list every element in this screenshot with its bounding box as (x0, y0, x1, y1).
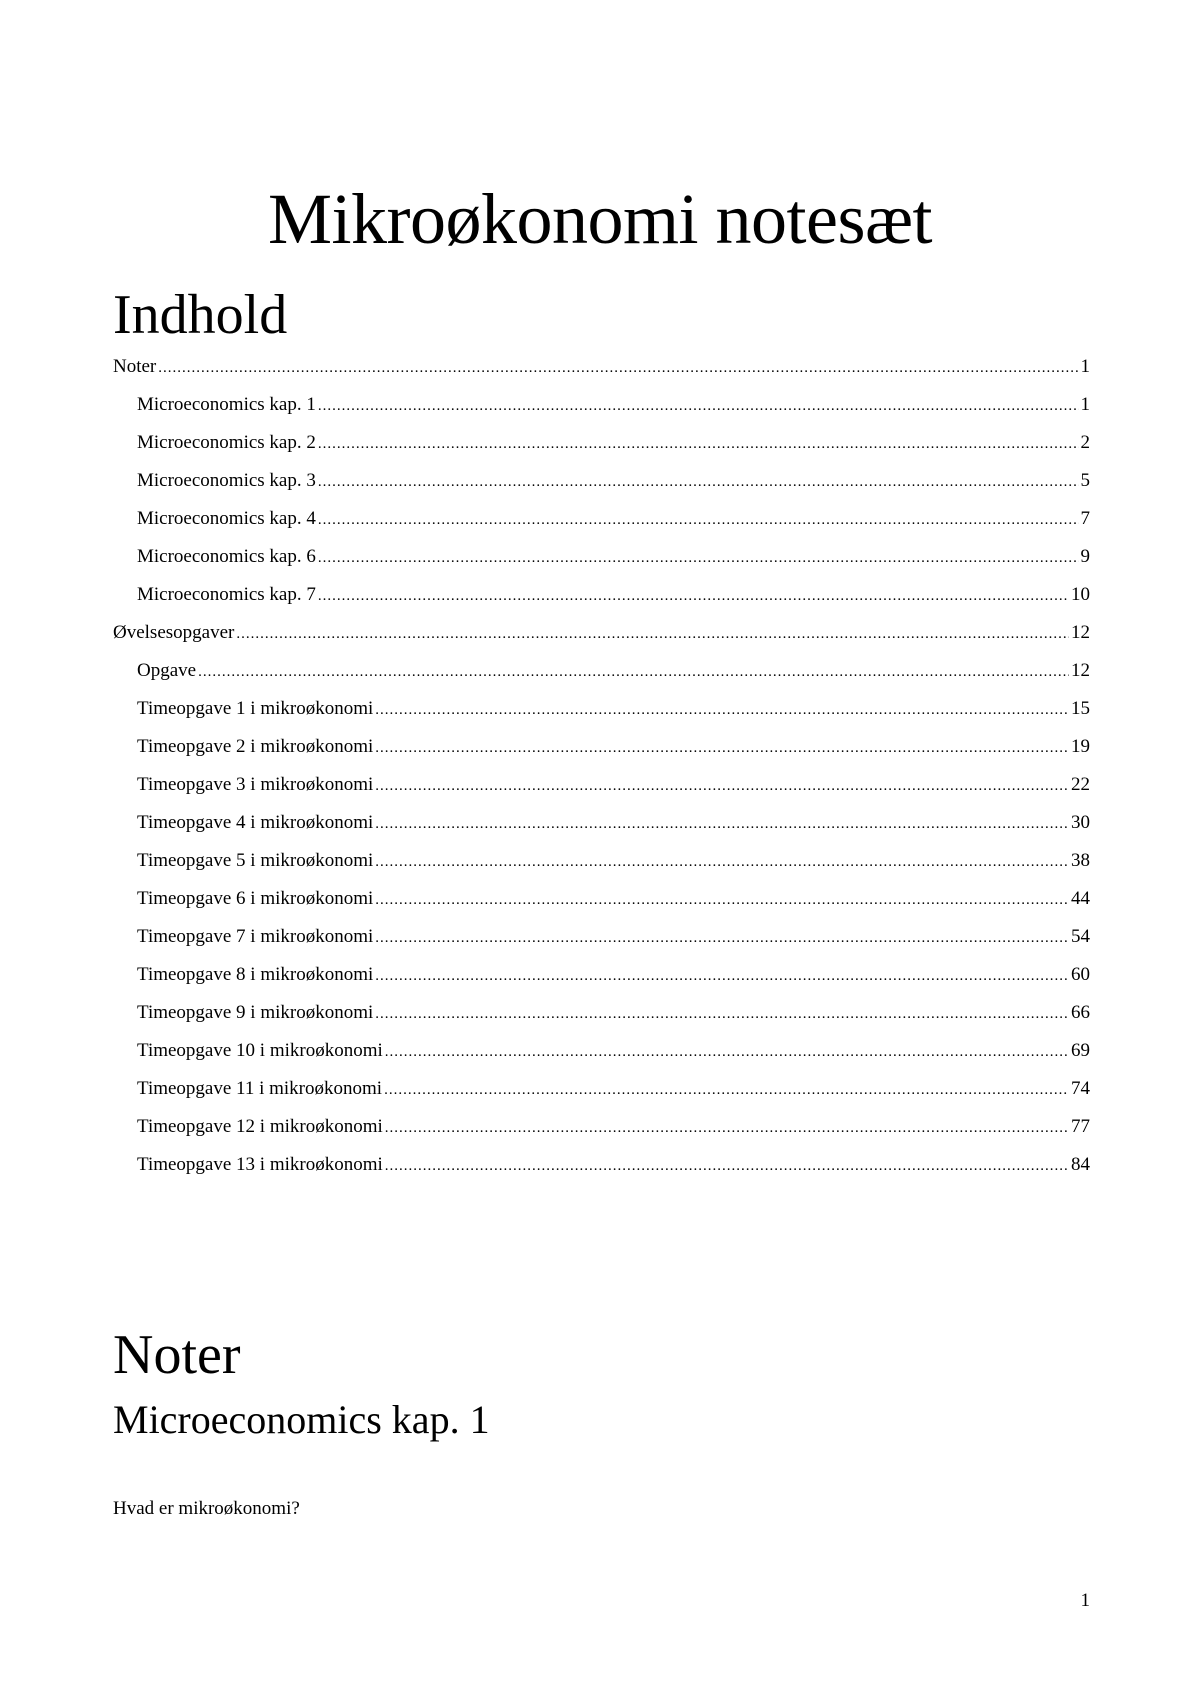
toc-entry-label: Øvelsesopgaver (113, 622, 235, 643)
toc-entry-page: 44 (1071, 888, 1090, 909)
toc-entry-label: Timeopgave 7 i mikroøkonomi (137, 926, 374, 947)
page-number: 1 (1080, 1590, 1090, 1611)
toc-entry[interactable] (113, 576, 1090, 614)
toc-dot-leader (318, 463, 1079, 501)
toc-entry-label: Microeconomics kap. 1 (137, 394, 316, 415)
toc-entry-page: 54 (1071, 926, 1090, 947)
toc-entry-page: 1 (1080, 356, 1090, 377)
toc-dot-leader (318, 501, 1079, 539)
toc-entry[interactable] (113, 956, 1090, 994)
toc-entry-page: 9 (1080, 546, 1090, 567)
toc-dot-leader (375, 767, 1069, 805)
section-heading: Noter (113, 1324, 241, 1386)
toc-entry-label: Timeopgave 5 i mikroøkonomi (137, 850, 374, 871)
toc-entry-label: Microeconomics kap. 2 (137, 432, 316, 453)
toc-entry-label: Timeopgave 3 i mikroøkonomi (137, 774, 374, 795)
toc-entry-label: Timeopgave 13 i mikroøkonomi (137, 1154, 383, 1175)
toc-entry[interactable] (113, 880, 1090, 918)
toc-entry-page: 38 (1071, 850, 1090, 871)
toc-dot-leader (384, 1071, 1069, 1109)
toc-dot-leader (375, 881, 1069, 919)
toc-entry-page: 77 (1071, 1116, 1090, 1137)
toc-entry[interactable] (113, 652, 1090, 690)
toc-dot-leader (375, 805, 1069, 843)
toc-entry-label: Microeconomics kap. 4 (137, 508, 316, 529)
toc-entry-page: 69 (1071, 1040, 1090, 1061)
toc-dot-leader (385, 1033, 1069, 1071)
toc-dot-leader (318, 425, 1079, 463)
toc-entry[interactable] (113, 804, 1090, 842)
toc-entry[interactable] (113, 1146, 1090, 1184)
toc-dot-leader (318, 387, 1079, 425)
toc-entry-label: Microeconomics kap. 6 (137, 546, 316, 567)
toc-entry-page: 10 (1071, 584, 1090, 605)
toc-entry-label: Timeopgave 11 i mikroøkonomi (137, 1078, 383, 1099)
toc-entry-page: 84 (1071, 1154, 1090, 1175)
toc-dot-leader (158, 349, 1078, 387)
toc-entry[interactable] (113, 1032, 1090, 1070)
toc-entry-page: 2 (1080, 432, 1090, 453)
toc-entry-label: Timeopgave 9 i mikroøkonomi (137, 1002, 374, 1023)
toc-entry-label: Microeconomics kap. 7 (137, 584, 316, 605)
toc-entry-page: 12 (1071, 622, 1090, 643)
toc-entry-label: Noter (113, 356, 157, 377)
toc-entry-page: 60 (1071, 964, 1090, 985)
toc-entry[interactable] (113, 538, 1090, 576)
toc-entry[interactable] (113, 1108, 1090, 1146)
toc-entry-label: Timeopgave 2 i mikroøkonomi (137, 736, 374, 757)
body-paragraph: Hvad er mikroøkonomi? (113, 1498, 300, 1519)
toc-dot-leader (375, 995, 1069, 1033)
toc-entry-page: 15 (1071, 698, 1090, 719)
toc-entry-label: Timeopgave 1 i mikroøkonomi (137, 698, 374, 719)
toc-dot-leader (198, 653, 1069, 691)
toc-entry[interactable] (113, 994, 1090, 1032)
toc-entry-page: 22 (1071, 774, 1090, 795)
toc-entry-label: Timeopgave 4 i mikroøkonomi (137, 812, 374, 833)
toc-entry-page: 66 (1071, 1002, 1090, 1023)
toc-entry-label: Microeconomics kap. 3 (137, 470, 316, 491)
toc-entry-page: 74 (1071, 1078, 1090, 1099)
toc-dot-leader (375, 729, 1069, 767)
document-title: Mikroøkonomi notesæt (267, 179, 932, 259)
toc-dot-leader (375, 843, 1069, 881)
toc-entry[interactable] (113, 690, 1090, 728)
toc-entry-page: 19 (1071, 736, 1090, 757)
toc-dot-leader (375, 919, 1069, 957)
toc-entry[interactable] (113, 348, 1090, 386)
toc-entry[interactable] (113, 386, 1090, 424)
toc-entry-label: Timeopgave 8 i mikroøkonomi (137, 964, 374, 985)
toc-entry-page: 12 (1071, 660, 1090, 681)
toc-entry-page: 30 (1071, 812, 1090, 833)
toc-entry[interactable] (113, 918, 1090, 956)
toc-entry[interactable] (113, 500, 1090, 538)
toc-dot-leader (318, 539, 1079, 577)
toc-entry[interactable] (113, 614, 1090, 652)
toc-entry-label: Opgave (137, 660, 197, 681)
toc-entry-page: 1 (1080, 394, 1090, 415)
toc-dot-leader (318, 577, 1069, 615)
toc-entry[interactable] (113, 1070, 1090, 1108)
toc-entry-page: 7 (1080, 508, 1090, 529)
toc-entry-label: Timeopgave 6 i mikroøkonomi (137, 888, 374, 909)
toc-entry[interactable] (113, 462, 1090, 500)
toc-dot-leader (385, 1109, 1069, 1147)
toc-dot-leader (375, 957, 1069, 995)
toc-dot-leader (375, 691, 1069, 729)
toc-entry-page: 5 (1080, 470, 1090, 491)
table-of-contents (113, 348, 1090, 1184)
toc-entry-label: Timeopgave 12 i mikroøkonomi (137, 1116, 383, 1137)
toc-entry[interactable] (113, 424, 1090, 462)
toc-entry-label: Timeopgave 10 i mikroøkonomi (137, 1040, 383, 1061)
toc-entry[interactable] (113, 842, 1090, 880)
subsection-heading: Microeconomics kap. 1 (113, 1397, 490, 1442)
toc-heading: Indhold (113, 284, 288, 346)
toc-entry[interactable] (113, 728, 1090, 766)
toc-dot-leader (385, 1147, 1069, 1185)
toc-entry[interactable] (113, 766, 1090, 804)
toc-dot-leader (236, 615, 1069, 653)
